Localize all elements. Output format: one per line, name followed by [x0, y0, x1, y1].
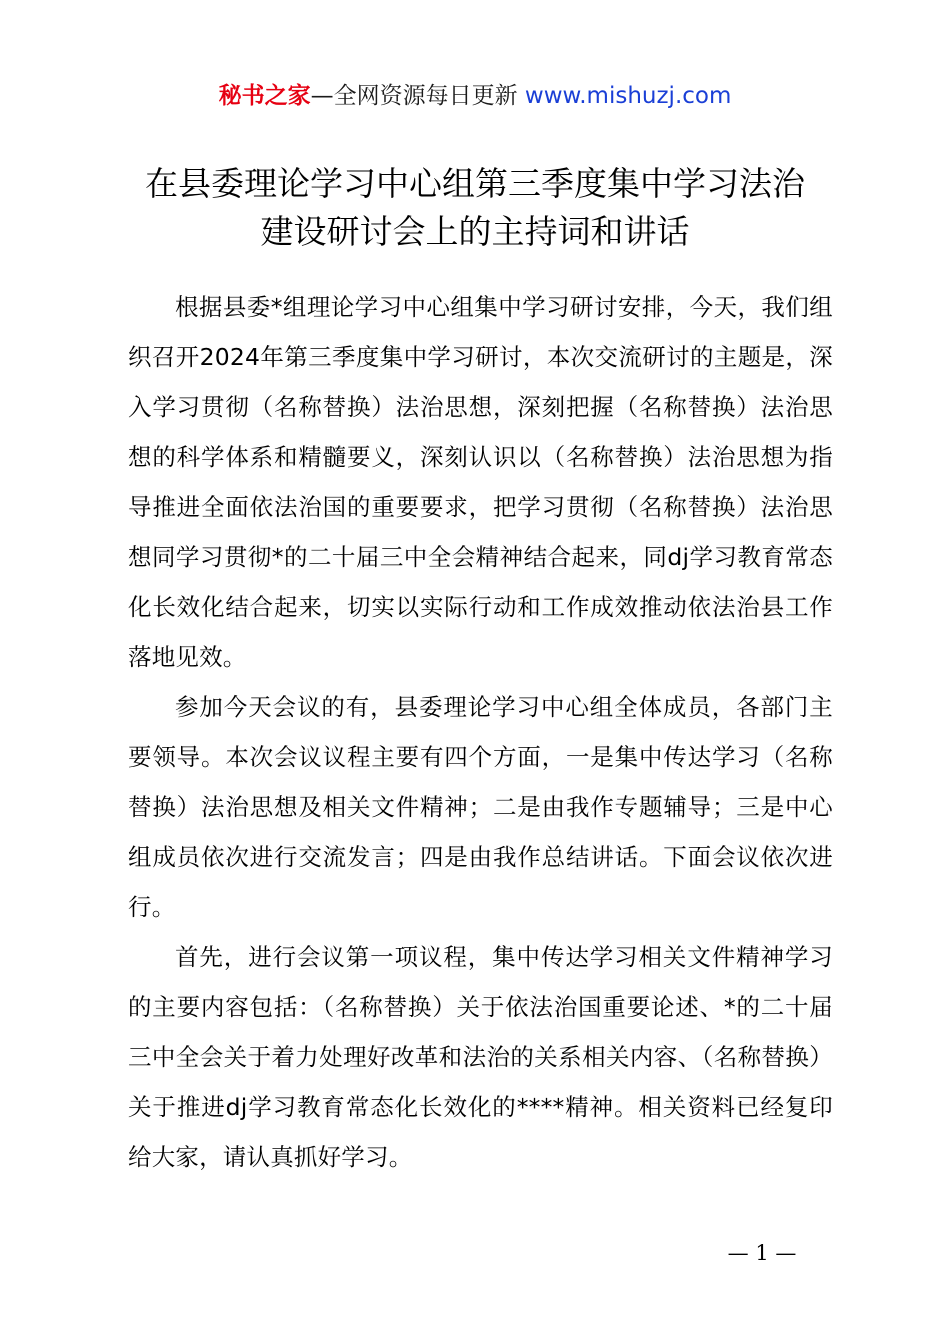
site-brand: 秘书之家	[218, 83, 311, 109]
site-tagline: —全网资源每日更新	[310, 83, 518, 109]
site-header	[0, 78, 950, 114]
site-url-link[interactable]: www.mishuzj.com	[524, 83, 732, 109]
document-body	[128, 282, 833, 1182]
document-title-line-1: 在县委理论学习中心组第三季度集中学习法治	[145, 164, 805, 203]
body-paragraph-2: 参加今天会议的有，县委理论学习中心组全体成员，各部门主要领导。本次会议议程主要有四个方面，一是集中传达学习（名称替换）法治思想及相关文件精神；二是由我作专题辅导；三是中心组成员依次进行交流发言；四是由我作总结讲话。下面会议依次进行。	[128, 693, 833, 921]
body-paragraph-1: 根据县委*组理论学习中心组集中学习研讨安排，今天，我们组织召开2024年第三季度集中学习研讨，本次交流研讨的主题是，深入学习贯彻（名称替换）法治思想，深刻把握（名称替换）法治思想的科学体系和精髓要义，深刻认识以（名称替换）法治思想为指导推进全面依法治国的重要要求，把学习贯彻（名称替换）法治思想同学习贯彻*的二十届三中全会精神结合起来，同dj学习教育常态化长效化结合起来，切实以实际行动和工作成效推动依法治县工作落地见效。	[128, 293, 833, 671]
document-title	[110, 160, 840, 256]
document-title-line-2: 建设研讨会上的主持词和讲话	[260, 212, 690, 251]
page-number: — 1 —	[727, 1241, 797, 1265]
body-paragraph-3: 首先，进行会议第一项议程，集中传达学习相关文件精神学习的主要内容包括：（名称替换）关于依法治国重要论述、*的二十届三中全会关于着力处理好改革和法治的关系相关内容、（名称替换）关于推进dj学习教育常态化长效化的****精神。相关资料已经复印给大家，请认真抓好学习。	[128, 943, 833, 1171]
